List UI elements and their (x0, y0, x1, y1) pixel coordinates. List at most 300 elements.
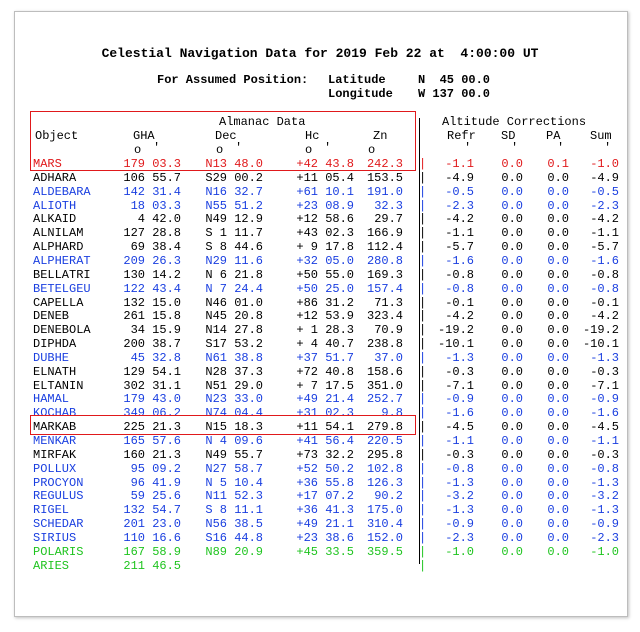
cell-gha: 165 57.6 (123, 434, 181, 448)
cell-sd: 0.0 (501, 461, 523, 476)
cell-pa: 0.0 (547, 350, 569, 365)
cell-dec: S17 53.2 (205, 337, 263, 352)
row-divider: | (419, 281, 427, 296)
cell-sd: 0.0 (501, 350, 523, 365)
cell-name: ELTANIN (33, 378, 84, 393)
cell-name: MENKAR (33, 434, 77, 448)
cell-pa: 0.0 (547, 323, 569, 338)
cell-dec: N 6 21.8 (205, 267, 263, 282)
cell-pa: 0.0 (547, 530, 569, 545)
cell-dec: N14 27.8 (205, 323, 263, 338)
cell-sd: 0.0 (501, 281, 523, 296)
cell-gha: 349 06.2 (123, 406, 181, 421)
row-divider: | (419, 517, 427, 532)
cell-name: PROCYON (33, 475, 84, 490)
cell-pa: 0.0 (547, 170, 569, 185)
cell-gha: 59 25.6 (130, 489, 181, 504)
cell-dec: N16 32.7 (205, 184, 263, 199)
cell-zn: 351.0 (366, 378, 403, 393)
cell-zn: 279.8 (366, 420, 403, 435)
cell-sd: 0.0 (501, 503, 523, 518)
cell-name: ALIOTH (33, 198, 77, 213)
cell-hc: +11 54.1 (296, 420, 354, 435)
cell-name: MIRFAK (33, 447, 77, 462)
cell-hc: +73 32.2 (296, 447, 354, 462)
cell-sum: -4.5 (590, 420, 619, 435)
cell-hc: +23 08.9 (296, 198, 354, 213)
cell-gha: 200 38.7 (123, 337, 181, 352)
cell-sum: -3.2 (590, 489, 619, 504)
cell-refr: -1.6 (445, 253, 474, 268)
cell-gha: 132 15.0 (123, 295, 181, 310)
cell-gha: 142 31.4 (123, 184, 181, 199)
cell-sd: 0.0 (501, 295, 523, 310)
cell-dec: N45 20.8 (205, 309, 263, 324)
cell-pa: 0.0 (547, 267, 569, 282)
longitude-value: W 137 00.0 (418, 87, 491, 101)
cell-zn: 310.4 (366, 517, 403, 532)
cell-hc: +49 21.1 (296, 517, 354, 532)
longitude-label: Longitude (328, 87, 393, 101)
hc-minute-mark: ' (324, 141, 332, 155)
cell-hc: +32 05.0 (296, 253, 354, 268)
cell-refr: -2.3 (445, 198, 474, 213)
cell-sd: 0.0 (501, 212, 523, 227)
col-header-hc: Hc (305, 129, 320, 143)
cell-sd: 0.0 (501, 475, 523, 490)
cell-pa: 0.0 (547, 517, 569, 532)
cell-sum: -4.9 (590, 170, 619, 185)
cell-refr: -1.6 (445, 406, 474, 421)
cell-sum: -0.8 (590, 281, 619, 296)
cell-pa: 0.0 (547, 295, 569, 310)
cell-zn: 29.7 (374, 212, 403, 227)
cell-pa: 0.0 (547, 364, 569, 379)
col-header-zn: Zn (373, 129, 388, 143)
row-divider: | (419, 309, 427, 324)
highlight-box-almanac (30, 111, 416, 171)
cell-refr: -0.1 (445, 295, 474, 310)
cell-zn: 175.0 (366, 503, 403, 518)
row-divider: | (419, 253, 427, 268)
cell-name: ALPHARD (33, 240, 84, 255)
cell-sd: 0.0 (501, 544, 523, 559)
cell-name: ALNILAM (33, 226, 84, 241)
cell-refr: -19.2 (437, 323, 474, 338)
latitude-label: Latitude (328, 73, 386, 87)
cell-pa: 0.0 (547, 240, 569, 255)
cell-refr: -0.8 (445, 267, 474, 282)
cell-gha: 106 55.7 (123, 170, 181, 185)
cell-dec: N61 38.8 (205, 350, 263, 365)
cell-sd: 0.0 (501, 240, 523, 255)
row-divider: | (419, 240, 427, 255)
cell-zn: 295.8 (366, 447, 403, 462)
cell-name: POLLUX (33, 461, 77, 476)
cell-sum: -0.8 (590, 267, 619, 282)
cell-pa: 0.0 (547, 281, 569, 296)
cell-refr: -10.1 (437, 337, 474, 352)
cell-pa: 0.0 (547, 226, 569, 241)
highlight-box-markab (30, 415, 416, 435)
cell-refr: -1.3 (445, 475, 474, 490)
cell-sum: -0.8 (590, 461, 619, 476)
assumed-position-label: For Assumed Position: (157, 73, 309, 87)
cell-hc: + 4 40.7 (296, 337, 354, 352)
cell-hc: +72 40.8 (296, 364, 354, 379)
cell-dec: N51 29.0 (205, 378, 263, 393)
cell-dec: N13 48.0 (205, 157, 263, 171)
cell-gha: 225 21.3 (123, 420, 181, 435)
cell-pa: 0.0 (547, 309, 569, 324)
cell-dec: N55 51.2 (205, 198, 263, 213)
cell-name: DIPHDA (33, 337, 77, 352)
row-divider: | (419, 157, 427, 171)
cell-name: SCHEDAR (33, 517, 84, 532)
cell-gha: 95 09.2 (130, 461, 181, 476)
cell-refr: -4.2 (445, 212, 474, 227)
cell-sd: 0.0 (501, 434, 523, 448)
cell-refr: -0.8 (445, 281, 474, 296)
cell-hc: +50 25.0 (296, 281, 354, 296)
cell-dec: N 4 09.6 (205, 434, 263, 448)
cell-gha: 179 03.3 (123, 157, 181, 171)
cell-pa: 0.0 (547, 434, 569, 448)
cell-dec: S 8 44.6 (205, 240, 263, 255)
cell-dec: S29 00.2 (205, 170, 263, 185)
cell-refr: -4.2 (445, 309, 474, 324)
cell-zn: 220.5 (366, 434, 403, 448)
cell-name: ADHARA (33, 170, 77, 185)
cell-name: DENEB (33, 309, 70, 324)
row-divider: | (419, 337, 427, 352)
cell-sum: -5.7 (590, 240, 619, 255)
cell-pa: 0.1 (547, 157, 569, 171)
cell-pa: 0.0 (547, 337, 569, 352)
cell-zn: 152.0 (366, 530, 403, 545)
cell-sum: -0.3 (590, 364, 619, 379)
cell-refr: -0.3 (445, 364, 474, 379)
cell-sd: 0.0 (501, 267, 523, 282)
cell-dec: N49 12.9 (205, 212, 263, 227)
row-divider: | (419, 295, 427, 310)
altitude-corrections-heading: Altitude Corrections (442, 115, 587, 129)
row-divider: | (419, 392, 427, 407)
cell-zn: 169.3 (366, 267, 403, 282)
cell-dec: S16 44.8 (205, 530, 263, 545)
row-divider: | (419, 447, 427, 462)
cell-pa: 0.0 (547, 489, 569, 504)
cell-zn: 166.9 (366, 226, 403, 241)
cell-dec: N23 33.0 (205, 392, 263, 407)
cell-pa: 0.0 (547, 378, 569, 393)
cell-sd: 0.0 (501, 364, 523, 379)
col-header-refr: Refr (447, 129, 476, 143)
cell-name: POLARIS (33, 544, 84, 559)
cell-dec: N15 18.3 (205, 420, 263, 435)
cell-hc: +11 05.4 (296, 170, 354, 185)
cell-sum: -1.3 (590, 475, 619, 490)
cell-dec: N27 58.7 (205, 461, 263, 476)
cell-dec: N89 20.9 (205, 544, 263, 559)
cell-gha: 122 43.4 (123, 281, 181, 296)
cell-pa: 0.0 (547, 392, 569, 407)
cell-sum: -10.1 (582, 337, 619, 352)
cell-hc: + 7 17.5 (296, 378, 354, 393)
cell-sum: -0.9 (590, 392, 619, 407)
cell-name: RIGEL (33, 503, 70, 518)
row-divider: | (419, 461, 427, 476)
cell-refr: -4.9 (445, 170, 474, 185)
cell-name: DUBHE (33, 350, 70, 365)
cell-gha: 201 23.0 (123, 517, 181, 532)
cell-pa: 0.0 (547, 212, 569, 227)
cell-sum: -0.5 (590, 184, 619, 199)
cell-gha: 132 54.7 (123, 503, 181, 518)
cell-name: KOCHAB (33, 406, 77, 421)
cell-refr: -7.1 (445, 378, 474, 393)
refr-minute-mark: ' (464, 141, 472, 155)
cell-zn: 112.4 (366, 240, 403, 255)
cell-dec: N 5 10.4 (205, 475, 263, 490)
cell-refr: -0.5 (445, 184, 474, 199)
cell-hc: +42 43.8 (296, 157, 354, 171)
cell-zn: 37.0 (374, 350, 403, 365)
cell-sd: 0.0 (501, 378, 523, 393)
cell-refr: -1.1 (445, 434, 474, 448)
cell-zn: 90.2 (374, 489, 403, 504)
cell-hc: +31 02.3 (296, 406, 354, 421)
cell-gha: 209 26.3 (123, 253, 181, 268)
cell-zn: 32.3 (374, 198, 403, 213)
cell-sd: 0.0 (501, 170, 523, 185)
col-header-pa: PA (546, 129, 561, 143)
cell-pa: 0.0 (547, 503, 569, 518)
cell-sum: -0.3 (590, 447, 619, 462)
cell-hc: +86 31.2 (296, 295, 354, 310)
cell-sd: 0.0 (501, 309, 523, 324)
row-divider: | (419, 489, 427, 504)
cell-refr: -0.3 (445, 447, 474, 462)
cell-hc: +12 58.6 (296, 212, 354, 227)
cell-zn: 359.5 (366, 544, 403, 559)
cell-sd: 0.0 (501, 406, 523, 421)
cell-gha: 129 54.1 (123, 364, 181, 379)
hc-degree-mark: o (305, 143, 313, 157)
cell-zn: 252.7 (366, 392, 403, 407)
cell-sum: -0.9 (590, 517, 619, 532)
dec-minute-mark: ' (235, 141, 243, 155)
cell-name: BELLATRI (33, 267, 91, 282)
cell-zn: 238.8 (366, 337, 403, 352)
cell-refr: -1.3 (445, 503, 474, 518)
cell-name: ALDEBARA (33, 184, 91, 199)
row-divider: | (419, 503, 427, 518)
cell-gha: 211 46.5 (123, 558, 181, 573)
cell-sum: -1.3 (590, 350, 619, 365)
cell-sd: 0.0 (501, 392, 523, 407)
row-divider: | (419, 406, 427, 421)
cell-dec: N28 37.3 (205, 364, 263, 379)
almanac-data-heading: Almanac Data (219, 115, 306, 129)
sum-minute-mark: ' (604, 141, 612, 155)
cell-hc: +23 38.6 (296, 530, 354, 545)
cell-gha: 69 38.4 (130, 240, 181, 255)
cell-gha: 167 58.9 (123, 544, 181, 559)
cell-zn: 102.8 (366, 461, 403, 476)
latitude-value: N 45 00.0 (418, 73, 491, 87)
row-divider: | (419, 323, 427, 338)
cell-name: SIRIUS (33, 530, 77, 545)
row-divider: | (419, 267, 427, 282)
cell-sum: -1.6 (590, 406, 619, 421)
row-divider: | (419, 350, 427, 365)
cell-sd: 0.0 (501, 337, 523, 352)
row-divider: | (419, 420, 427, 435)
cell-sd: 0.0 (501, 226, 523, 241)
cell-pa: 0.0 (547, 475, 569, 490)
cell-name: ALPHERAT (33, 253, 91, 268)
cell-gha: 45 32.8 (130, 350, 181, 365)
cell-hc: +37 51.7 (296, 350, 354, 365)
cell-gha: 4 42.0 (137, 212, 181, 227)
row-divider: | (419, 184, 427, 199)
cell-refr: -4.5 (445, 420, 474, 435)
cell-gha: 96 41.9 (130, 475, 181, 490)
cell-gha: 127 28.8 (123, 226, 181, 241)
cell-zn: 70.9 (374, 323, 403, 338)
gha-degree-mark: o (134, 143, 142, 157)
cell-name: ARIES (33, 558, 70, 573)
cell-refr: -0.9 (445, 392, 474, 407)
row-divider: | (419, 226, 427, 241)
cell-sum: -0.1 (590, 295, 619, 310)
cell-sum: -1.1 (590, 434, 619, 448)
cell-pa: 0.0 (547, 253, 569, 268)
cell-pa: 0.0 (547, 544, 569, 559)
cell-dec: S 8 11.1 (205, 503, 263, 518)
cell-sum: -2.3 (590, 198, 619, 213)
cell-pa: 0.0 (547, 447, 569, 462)
cell-pa: 0.0 (547, 184, 569, 199)
dec-degree-mark: o (216, 143, 224, 157)
gha-minute-mark: ' (153, 141, 161, 155)
cell-sum: -4.2 (590, 212, 619, 227)
cell-gha: 110 16.6 (123, 530, 181, 545)
cell-sum: -1.0 (590, 157, 619, 171)
cell-sum: -2.3 (590, 530, 619, 545)
col-header-gha: GHA (133, 129, 155, 143)
cell-zn: 126.3 (366, 475, 403, 490)
cell-zn: 157.4 (366, 281, 403, 296)
row-divider: | (419, 198, 427, 213)
cell-sum: -7.1 (590, 378, 619, 393)
cell-gha: 34 15.9 (130, 323, 181, 338)
row-divider: | (419, 530, 427, 545)
cell-name: ELNATH (33, 364, 77, 379)
cell-sd: 0.0 (501, 420, 523, 435)
cell-dec: N74 04.4 (205, 406, 263, 421)
cell-pa: 0.0 (547, 406, 569, 421)
cell-pa: 0.0 (547, 461, 569, 476)
cell-dec: N11 52.3 (205, 489, 263, 504)
cell-refr: -3.2 (445, 489, 474, 504)
cell-dec: N29 11.6 (205, 253, 263, 268)
cell-hc: + 1 28.3 (296, 323, 354, 338)
row-divider: | (419, 434, 427, 448)
cell-hc: +17 07.2 (296, 489, 354, 504)
cell-name: DENEBOLA (33, 323, 91, 338)
row-divider: | (419, 558, 427, 573)
cell-zn: 153.5 (366, 170, 403, 185)
cell-pa: 0.0 (547, 420, 569, 435)
cell-zn: 191.0 (366, 184, 403, 199)
cell-refr: -1.1 (445, 226, 474, 241)
cell-refr: -2.3 (445, 530, 474, 545)
cell-hc: +52 50.2 (296, 461, 354, 476)
col-header-sd: SD (501, 129, 516, 143)
cell-hc: + 9 17.8 (296, 240, 354, 255)
cell-name: MARS (33, 157, 62, 171)
cell-pa: 0.0 (547, 198, 569, 213)
cell-refr: -1.3 (445, 350, 474, 365)
cell-zn: 158.6 (366, 364, 403, 379)
cell-zn: 9.8 (381, 406, 403, 421)
cell-sd: 0.0 (501, 530, 523, 545)
cell-hc: +36 55.8 (296, 475, 354, 490)
cell-sd: 0.0 (501, 253, 523, 268)
cell-sd: 0.0 (501, 447, 523, 462)
cell-dec: N 7 24.4 (205, 281, 263, 296)
page-title: Celestial Navigation Data for 2019 Feb 22 at 4:00:00 UT (101, 46, 539, 61)
cell-sum: -19.2 (582, 323, 619, 338)
cell-hc: +41 56.4 (296, 434, 354, 448)
cell-sum: -1.1 (590, 226, 619, 241)
cell-gha: 261 15.8 (123, 309, 181, 324)
col-header-dec: Dec (215, 129, 237, 143)
cell-sum: -1.3 (590, 503, 619, 518)
cell-name: REGULUS (33, 489, 84, 504)
cell-sum: -4.2 (590, 309, 619, 324)
cell-gha: 130 14.2 (123, 267, 181, 282)
cell-sd: 0.0 (501, 489, 523, 504)
cell-hc: +49 21.4 (296, 392, 354, 407)
cell-sd: 0.0 (501, 157, 523, 171)
cell-name: ALKAID (33, 212, 77, 227)
cell-hc: +43 02.3 (296, 226, 354, 241)
cell-zn: 280.8 (366, 253, 403, 268)
cell-refr: -0.9 (445, 517, 474, 532)
cell-name: CAPELLA (33, 295, 84, 310)
cell-zn: 323.4 (366, 309, 403, 324)
cell-hc: +50 55.0 (296, 267, 354, 282)
cell-refr: -1.1 (445, 157, 474, 171)
cell-hc: +36 41.3 (296, 503, 354, 518)
row-divider: | (419, 212, 427, 227)
row-divider: | (419, 475, 427, 490)
pa-minute-mark: ' (557, 141, 565, 155)
cell-sd: 0.0 (501, 323, 523, 338)
col-header-sum: Sum (590, 129, 612, 143)
cell-dec: S 1 11.7 (205, 226, 263, 241)
cell-zn: 242.3 (366, 157, 403, 171)
row-divider: | (419, 544, 427, 559)
cell-sd: 0.0 (501, 198, 523, 213)
cell-sd: 0.0 (501, 517, 523, 532)
cell-sum: -1.6 (590, 253, 619, 268)
cell-hc: +12 53.9 (296, 309, 354, 324)
cell-zn: 71.3 (374, 295, 403, 310)
